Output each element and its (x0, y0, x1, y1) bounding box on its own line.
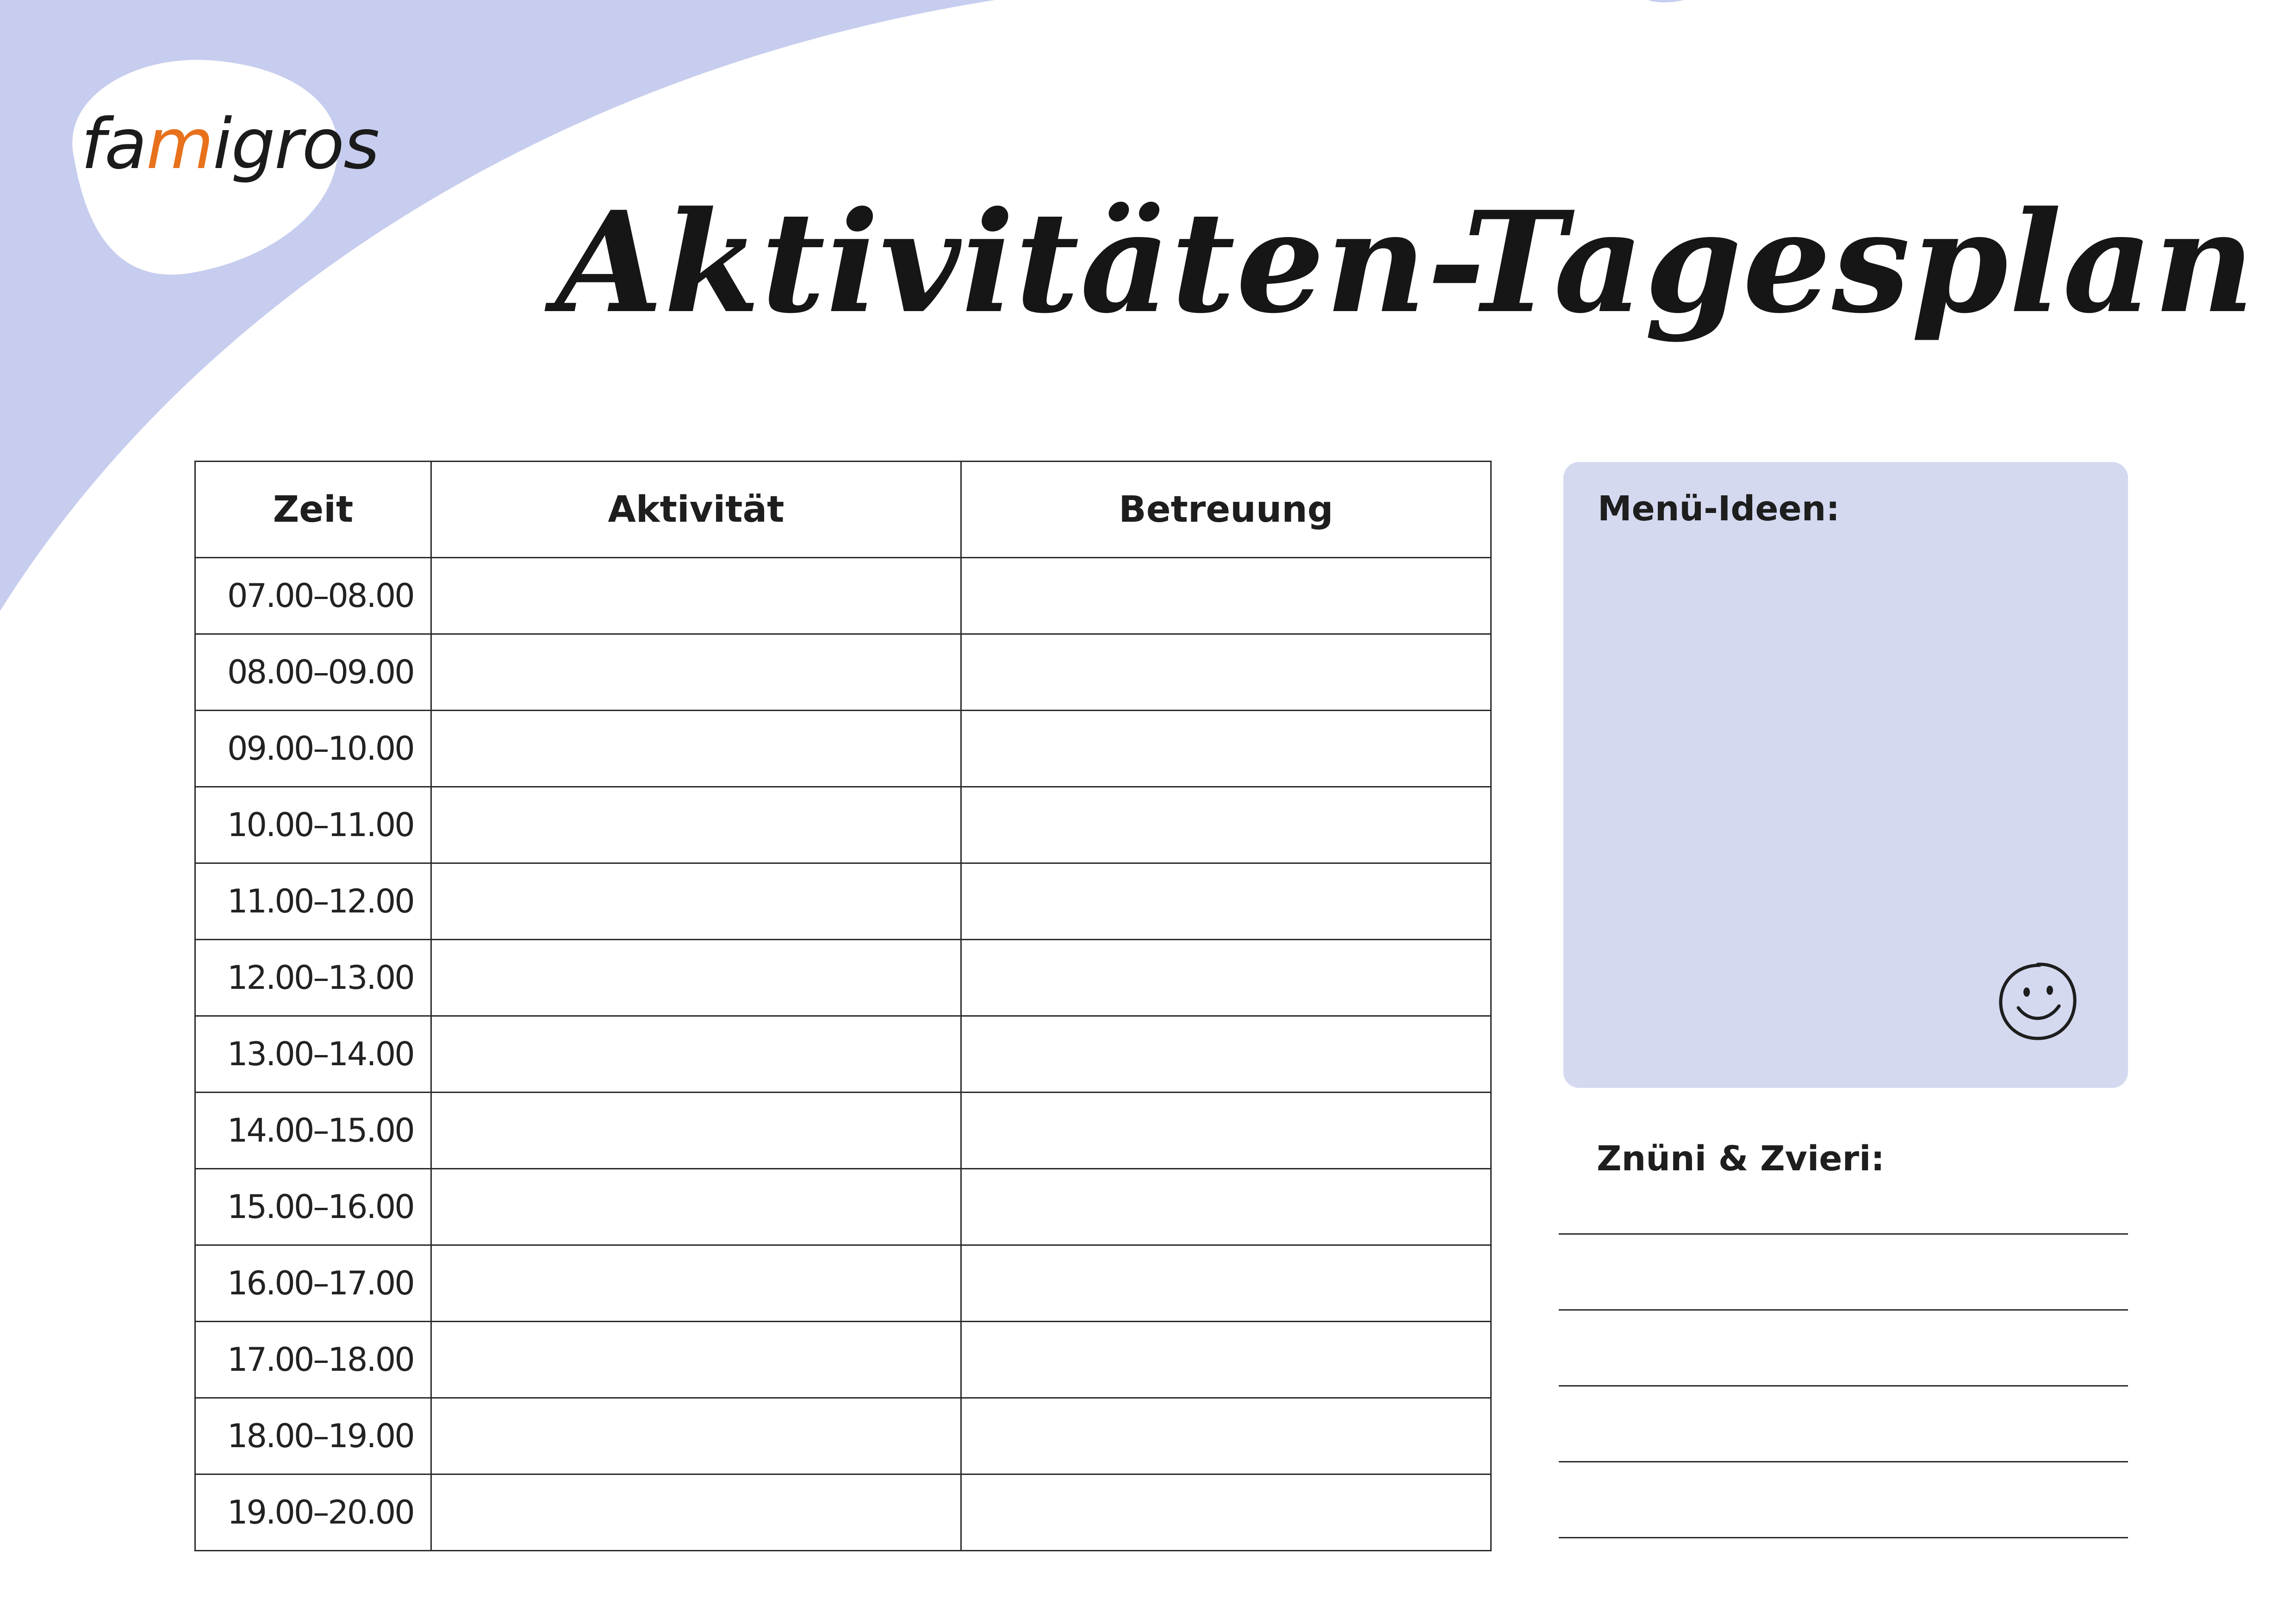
time-slot: 07.00–08.00 (195, 558, 431, 634)
care-cell[interactable] (961, 1322, 1491, 1398)
table-row (195, 634, 1491, 711)
table-row (195, 863, 1491, 940)
activity-cell[interactable] (431, 863, 961, 940)
care-cell[interactable] (961, 1245, 1491, 1322)
activity-cell[interactable] (431, 558, 961, 634)
logo-accent: m (146, 104, 213, 185)
activity-cell[interactable] (431, 634, 961, 711)
table-row (195, 1093, 1491, 1169)
table-header-row (195, 462, 1491, 558)
logo (81, 104, 379, 185)
schedule-table (194, 461, 1492, 1551)
logo-suffix: igros (212, 104, 379, 185)
page-title: Aktivitäten-Tagesplan (555, 181, 2256, 344)
time-slot: 16.00–17.00 (195, 1245, 431, 1322)
snack-writing-line[interactable] (1559, 1385, 2128, 1387)
care-cell[interactable] (961, 558, 1491, 634)
care-cell[interactable] (961, 711, 1491, 787)
activity-cell[interactable] (431, 711, 961, 787)
logo-prefix: fa (81, 104, 146, 185)
care-cell[interactable] (961, 1474, 1491, 1551)
table-row (195, 1016, 1491, 1093)
care-cell[interactable] (961, 1398, 1491, 1474)
care-cell[interactable] (961, 940, 1491, 1016)
activity-cell[interactable] (431, 940, 961, 1016)
snack-writing-line[interactable] (1559, 1233, 2128, 1235)
time-slot: 12.00–13.00 (195, 940, 431, 1016)
time-slot: 14.00–15.00 (195, 1093, 431, 1169)
snack-writing-line[interactable] (1559, 1537, 2128, 1538)
activity-cell[interactable] (431, 1093, 961, 1169)
activity-cell[interactable] (431, 1169, 961, 1245)
care-cell[interactable] (961, 863, 1491, 940)
care-cell[interactable] (961, 1169, 1491, 1245)
header-activity: Aktivität (431, 462, 961, 558)
time-slot: 10.00–11.00 (195, 787, 431, 863)
table-row (195, 1474, 1491, 1551)
care-cell[interactable] (961, 1093, 1491, 1169)
activity-cell[interactable] (431, 787, 961, 863)
time-slot: 17.00–18.00 (195, 1322, 431, 1398)
header-time: Zeit (195, 462, 431, 558)
time-slot: 15.00–16.00 (195, 1169, 431, 1245)
table-row (195, 1169, 1491, 1245)
time-slot: 13.00–14.00 (195, 1016, 431, 1093)
table-row (195, 1398, 1491, 1474)
care-cell[interactable] (961, 1016, 1491, 1093)
smiley-icon (1996, 960, 2079, 1043)
table-body (195, 558, 1491, 1551)
activity-cell[interactable] (431, 1016, 961, 1093)
table-row (195, 1322, 1491, 1398)
snack-writing-line[interactable] (1559, 1461, 2128, 1462)
table-row (195, 787, 1491, 863)
time-slot: 11.00–12.00 (195, 863, 431, 940)
activity-cell[interactable] (431, 1474, 961, 1551)
activity-cell[interactable] (431, 1322, 961, 1398)
table-row (195, 940, 1491, 1016)
menu-ideas-title: Menü-Ideen: (1598, 489, 1840, 529)
time-slot: 19.00–20.00 (195, 1474, 431, 1551)
header-care: Betreuung (961, 462, 1491, 558)
activity-cell[interactable] (431, 1398, 961, 1474)
menu-ideas-box[interactable] (1563, 462, 2128, 1088)
time-slot: 09.00–10.00 (195, 711, 431, 787)
table-row (195, 711, 1491, 787)
care-cell[interactable] (961, 787, 1491, 863)
table-row (195, 558, 1491, 634)
activity-cell[interactable] (431, 1245, 961, 1322)
snack-writing-line[interactable] (1559, 1309, 2128, 1311)
time-slot: 08.00–09.00 (195, 634, 431, 711)
time-slot: 18.00–19.00 (195, 1398, 431, 1474)
snacks-title: Znüni & Zvieri: (1597, 1139, 1885, 1179)
table-row (195, 1245, 1491, 1322)
care-cell[interactable] (961, 634, 1491, 711)
